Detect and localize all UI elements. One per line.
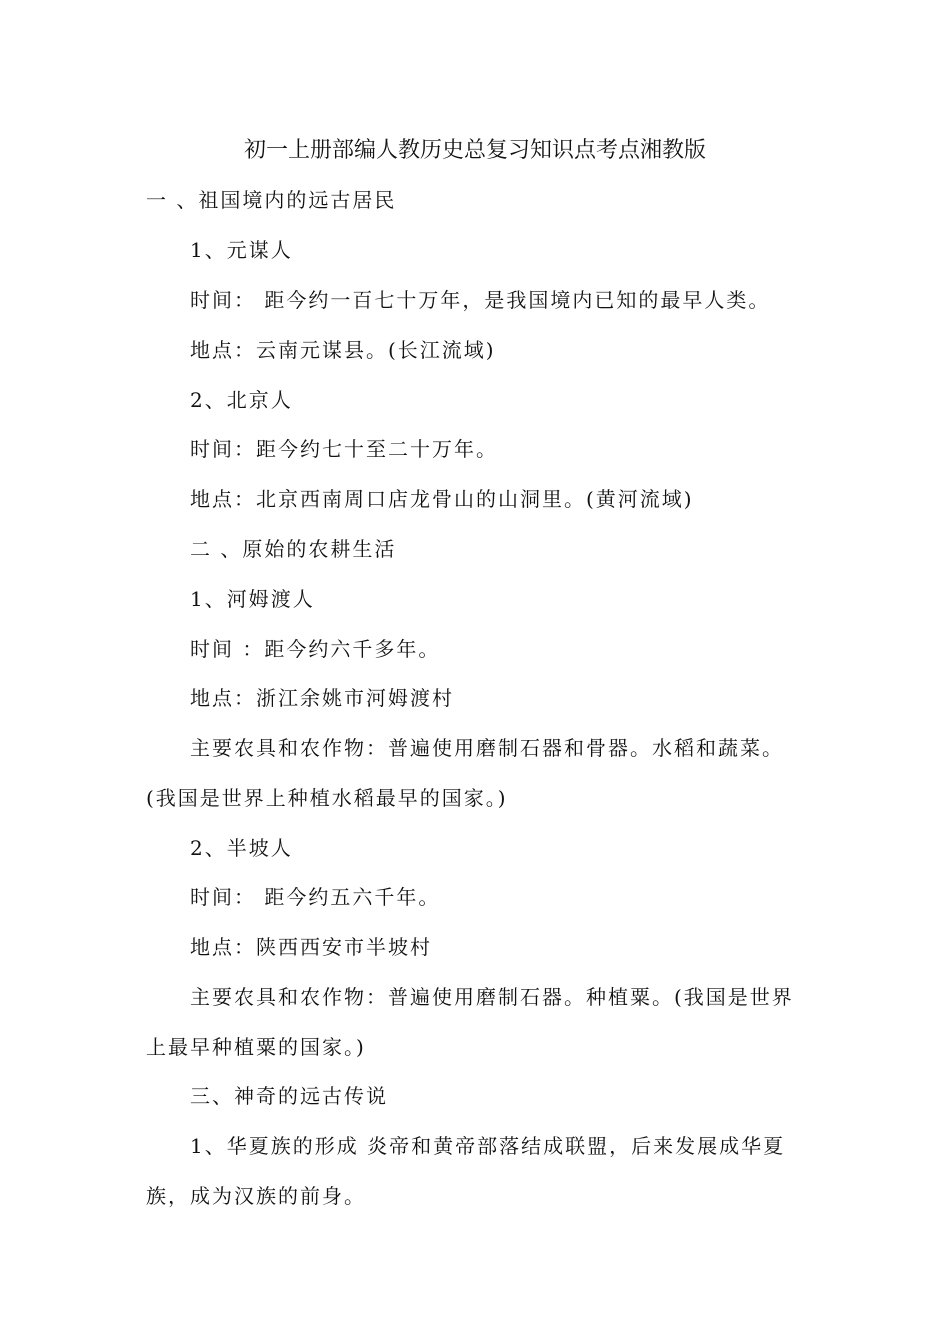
- text-line: 主要农具和农作物：普遍使用磨制石器和骨器。水稻和蔬菜。: [190, 736, 784, 760]
- text-line: 地点：陕西西安市半坡村: [190, 935, 432, 959]
- text-line: 地点：云南元谋县。(长江流域): [190, 338, 496, 362]
- text-line: 时间：距今约七十至二十万年。: [190, 437, 498, 461]
- subsection-banpo: 2、半坡人: [190, 836, 293, 860]
- subsection-yuanmou: 1、元谋人: [190, 238, 293, 262]
- document-title: 初一上册部编人教历史总复习知识点考点湘教版: [243, 138, 706, 163]
- subsection-beijing: 2、北京人: [190, 388, 293, 412]
- text-line: (我国是世界上种植水稻最早的国家。): [146, 786, 508, 810]
- text-line: 族，成为汉族的前身。: [146, 1184, 366, 1208]
- section-heading-1: 一 、祖国境内的远古居民: [146, 188, 397, 212]
- text-line: 时间 ：距今约六千多年。: [190, 637, 441, 661]
- text-line: 地点：北京西南周口店龙骨山的山洞里。(黄河流域): [190, 487, 694, 511]
- subsection-hemudu: 1、河姆渡人: [190, 587, 315, 611]
- text-line: 主要农具和农作物：普遍使用磨制石器。种植粟。(我国是世界: [190, 985, 794, 1009]
- section-heading-2: 二 、原始的农耕生活: [190, 537, 397, 561]
- text-line: 上最早种植粟的国家。): [146, 1035, 366, 1059]
- section-heading-3: 三、神奇的远古传说: [190, 1084, 388, 1108]
- text-line: 时间： 距今约五六千年。: [190, 885, 441, 909]
- text-line: 地点：浙江余姚市河姆渡村: [190, 686, 454, 710]
- text-line: 时间： 距今约一百七十万年，是我国境内已知的最早人类。: [190, 288, 771, 312]
- text-line: 1、华夏族的形成 炎帝和黄帝部落结成联盟，后来发展成华夏: [190, 1134, 786, 1158]
